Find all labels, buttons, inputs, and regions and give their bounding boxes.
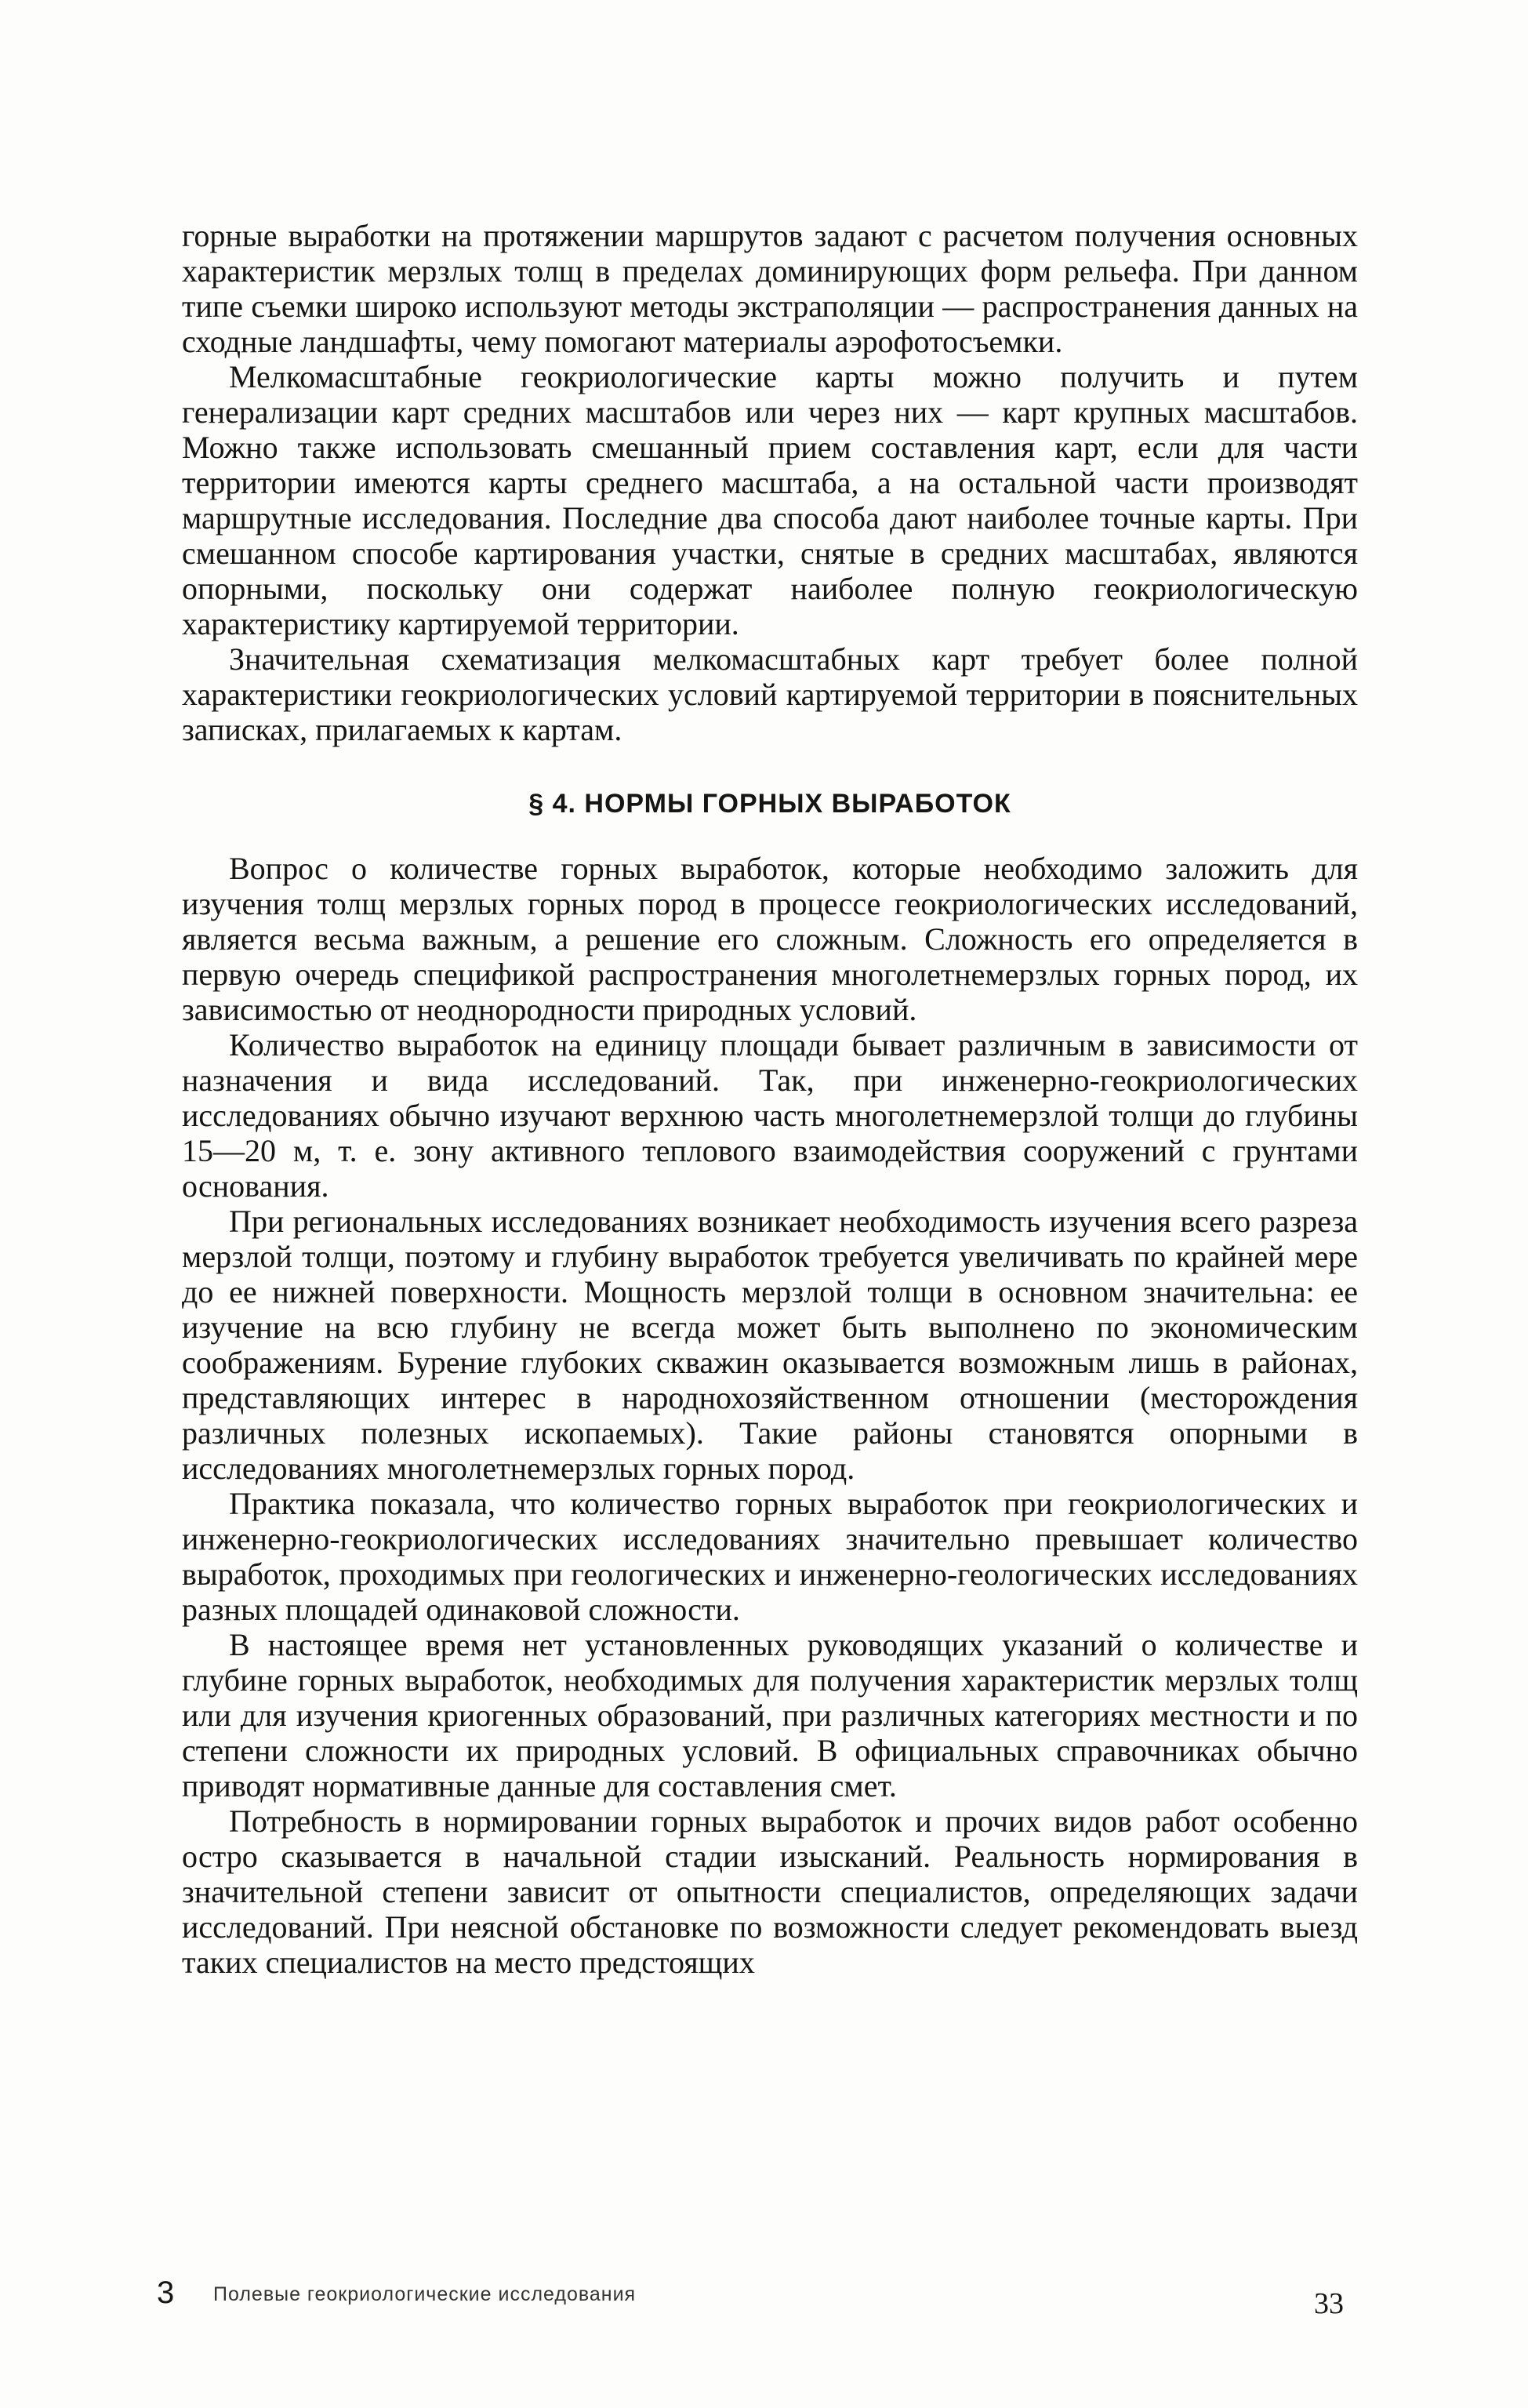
page-number: 33 (1314, 2287, 1344, 2320)
paragraph: Мелкомасштабные геокриологические карты можно получить и путем генерализации карт средних масштабов или через них — карт крупных масштабов. Можно также использовать смешанный прием составления карт, если для части территории имеются карты среднего масштаба, а на остальной части производят маршрутные исследования. Последние два способа дают наиболее точные карты. При смешанном способе картирования участки, снятые в средних масштабах, являются опорными, поскольку они содержат наиболее полную геокриологическую характеристику картируемой территории. (182, 359, 1358, 641)
paragraph: Потребность в нормировании горных выработок и прочих видов работ особенно остро сказывается в начальной стадии изысканий. Реальность нормирования в значительной степени зависит от опытности специалистов, определяющих задачи исследований. При неясной обстановке по возможности следует рекомендовать выезд таких специалистов на место предстоящих (182, 1803, 1358, 1980)
paragraph: Вопрос о количестве горных выработок, которые необходимо заложить для изучения толщ мерзлых горных пород в процессе геокриологических исследований, является весьма важным, а решение его сложным. Сложность его определяется в первую очередь спецификой распространения многолетнемерзлых горных пород, их зависимостью от неоднородности природных условий. (182, 851, 1358, 1027)
body-text (182, 218, 1358, 1980)
page-footer (157, 2275, 1372, 2323)
paragraph: При региональных исследованиях возникает необходимость изучения всего разреза мерзлой толщи, поэтому и глубину выработок требуется увеличивать по крайней мере до ее нижней поверхности. Мощность мерзлой толщи в основном значительна: ее изучение на всю глубину не всегда может быть выполнено по экономическим соображениям. Бурение глубоких скважин оказывается возможным лишь в районах, представляющих интерес в народнохозяйственном отношении (месторождения различных полезных ископаемых). Такие районы становятся опорными в исследованиях многолетнемерзлых горных пород. (182, 1204, 1358, 1486)
signature-number: 3 (157, 2275, 175, 2310)
paragraph: Практика показала, что количество горных выработок при геокриологических и инженерно-геокриологических исследованиях значительно превышает количество выработок, проходимых при геологических и инженерно-геологических исследованиях разных площадей одинаковой сложности. (182, 1486, 1358, 1627)
signature-title: Полевые геокриологические исследования (213, 2283, 637, 2305)
paragraph: горные выработки на протяжении маршрутов задают с расчетом получения основных характеристик мерзлых толщ в пределах доминирующих форм рельефа. При данном типе съемки широко используют методы экстраполяции — распространения данных на сходные ландшафты, чему помогают материалы аэрофотосъемки. (182, 218, 1358, 359)
paragraph: Значительная схематизация мелкомасштабных карт требует более полной характеристики геокриологических условий картируемой территории в пояснительных записках, прилагаемых к картам. (182, 641, 1358, 747)
section-heading: § 4. НОРМЫ ГОРНЫХ ВЫРАБОТОК (528, 789, 1011, 819)
paragraph: Количество выработок на единицу площади бывает различным в зависимости от назначения и вида исследований. Так, при инженерно-геокриологических исследованиях обычно изучают верхнюю часть многолетнемерзлой толщи до глубины 15—20 м, т. е. зону активного теплового взаимодействия сооружений с грунтами основания. (182, 1027, 1358, 1204)
paragraph: В настоящее время нет установленных руководящих указаний о количестве и глубине горных выработок, необходимых для получения характеристик мерзлых толщ или для изучения криогенных образований, при различных категориях местности и по степени сложности их природных условий. В официальных справочниках обычно приводят нормативные данные для составления смет. (182, 1627, 1358, 1803)
